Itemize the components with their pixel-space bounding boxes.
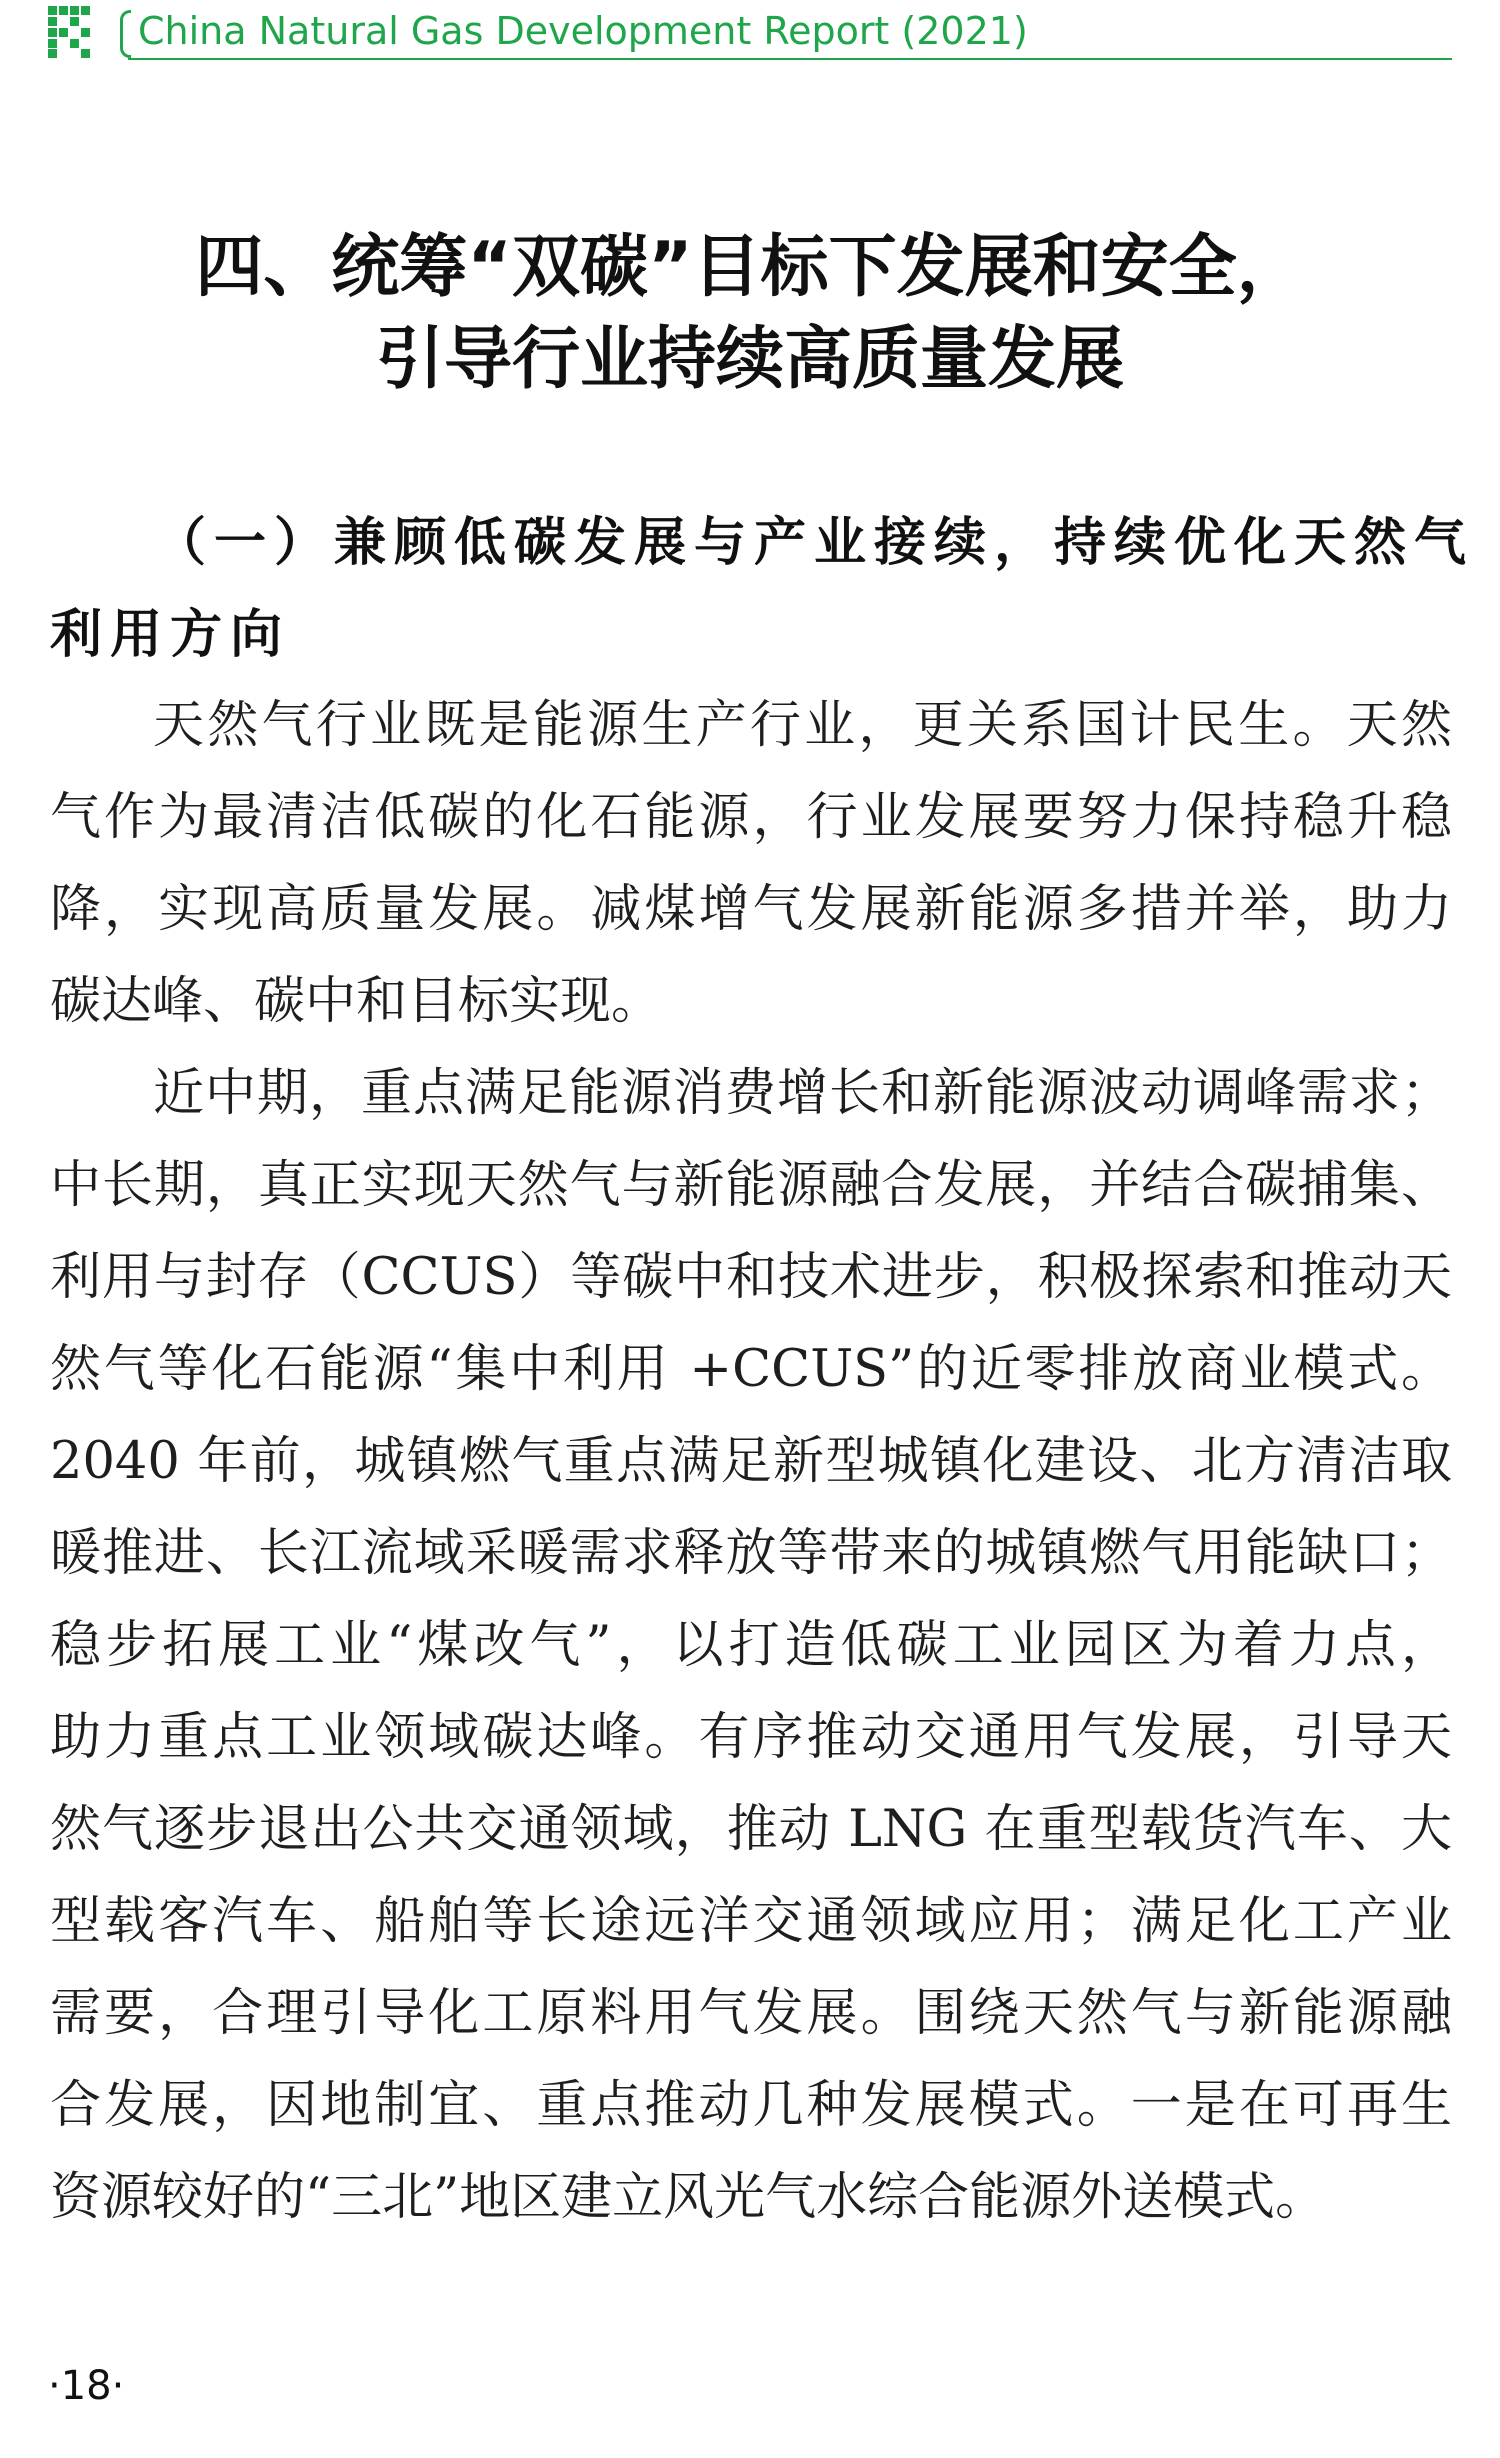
section-title-line: 四、统筹“双碳”目标下发展和安全， — [195, 228, 1305, 307]
green-pixel-logo-icon — [48, 6, 100, 58]
text-line: 然气逐步退出公共交通领域，推动 LNG 在重型载货汽车、大 — [50, 1800, 1452, 1859]
text-line: 碳达峰、碳中和目标实现。 — [50, 972, 663, 1031]
text-line: 2040 年前，城镇燃气重点满足新型城镇化建设、北方清洁取 — [50, 1432, 1452, 1491]
text-line: 资源较好的“三北”地区建立风光气水综合能源外送模式。 — [50, 2168, 1327, 2227]
running-header-title: China Natural Gas Development Report (2021) — [138, 9, 1028, 53]
text-line: 气作为最清洁低碳的化石能源，行业发展要努力保持稳升稳 — [50, 788, 1452, 847]
text-line: 天然气行业既是能源生产行业，更关系国计民生。天然 — [153, 696, 1452, 755]
text-line: 型载客汽车、船舶等长途远洋交通领域应用；满足化工产业 — [50, 1892, 1452, 1951]
text-line: 然气等化石能源“集中利用 +CCUS”的近零排放商业模式。 — [50, 1340, 1452, 1399]
subsection-heading-line: （一）兼顾低碳发展与产业接续，持续优化天然气 — [154, 512, 1475, 573]
text-line: 降，实现高质量发展。减煤增气发展新能源多措并举，助力 — [50, 880, 1452, 939]
subsection-heading — [50, 497, 1475, 681]
section-title — [0, 222, 1500, 406]
text-line: 暖推进、长江流域采暖需求释放等带来的城镇燃气用能缺口； — [50, 1524, 1452, 1583]
paragraph — [50, 1048, 1452, 2244]
header-rule — [128, 58, 1452, 60]
subsection-heading-line: 利用方向 — [50, 604, 291, 665]
running-header — [48, 6, 1452, 66]
text-line: 需要，合理引导化工原料用气发展。围绕天然气与新能源融 — [50, 1984, 1452, 2043]
section-title-line: 引导行业持续高质量发展 — [375, 320, 1124, 399]
text-line: 近中期，重点满足能源消费增长和新能源波动调峰需求； — [153, 1064, 1452, 1123]
text-line: 助力重点工业领域碳达峰。有序推动交通用气发展，引导天 — [50, 1708, 1452, 1767]
text-line: 利用与封存（CCUS）等碳中和技术进步，积极探索和推动天 — [50, 1248, 1452, 1307]
text-line: 中长期，真正实现天然气与新能源融合发展，并结合碳捕集、 — [50, 1156, 1452, 1215]
body-text — [50, 680, 1452, 2244]
page-number: ·18· — [48, 2363, 125, 2409]
header-bracket — [120, 10, 131, 58]
paragraph — [50, 680, 1452, 1048]
text-line: 合发展，因地制宜、重点推动几种发展模式。一是在可再生 — [50, 2076, 1452, 2135]
text-line: 稳步拓展工业“煤改气”，以打造低碳工业园区为着力点， — [50, 1616, 1452, 1675]
